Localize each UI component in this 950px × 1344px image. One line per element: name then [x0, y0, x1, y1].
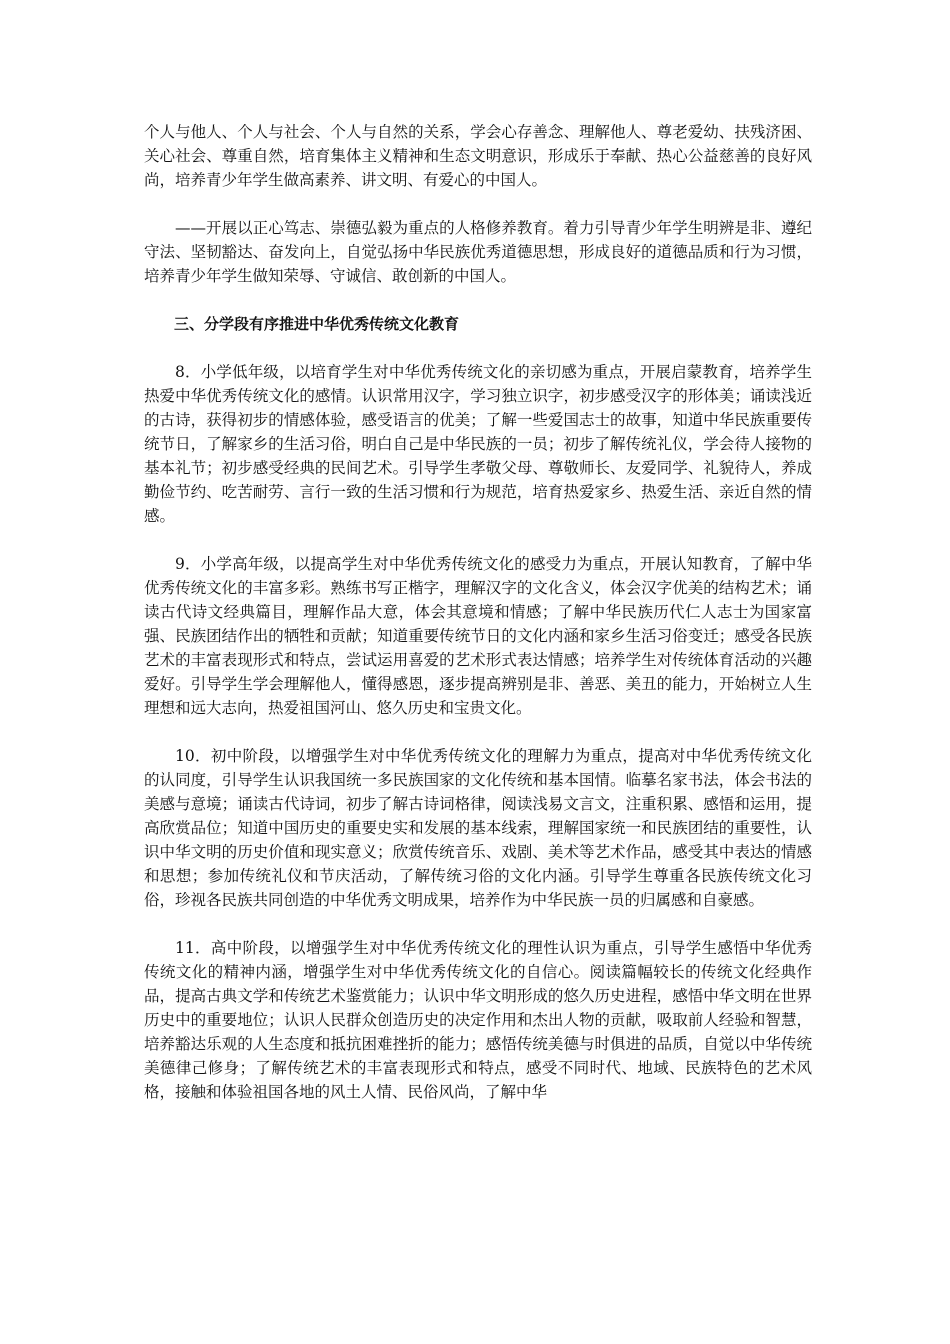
- item-8-lower-primary: 8．小学低年级，以培育学生对中华优秀传统文化的亲切感为重点，开展启蒙教育，培养学生热爱中华优秀传统文化的感情。认识常用汉字，学习独立识字，初步感受汉字的形体美；诵读浅近的古诗，获得初步的情感体验，感受语言的优美；了解一些爱国志士的故事，知道中华民族重要传统节日，了解家乡的生活习俗，明白自己是中华民族的一员；初步了解传统礼仪，学会待人接物的基本礼节；初步感受经典的民间艺术。引导学生孝敬父母、尊敬师长、友爱同学、礼貌待人，养成勤俭节约、吃苦耐劳、言行一致的生活习惯和行为规范，培育热爱家乡、热爱生活、亲近自然的情感。: [144, 363, 812, 525]
- paragraph-personality-education: ——开展以正心笃志、崇德弘毅为重点的人格修养教育。着力引导青少年学生明辨是非、遵纪守法、坚韧豁达、奋发向上，自觉弘扬中华民族优秀道德思想，形成良好的道德品质和行为习惯，培养青少年学生做知荣辱、守诚信、敢创新的中国人。: [144, 219, 812, 285]
- item-11-senior-high: 11．高中阶段，以增强学生对中华优秀传统文化的理性认识为重点，引导学生感悟中华优秀传统文化的精神内涵，增强学生对中华优秀传统文化的自信心。阅读篇幅较长的传统文化经典作品，提高古典文学和传统艺术鉴赏能力；认识中华文明形成的悠久历史进程，感悟中华文明在世界历史中的重要地位；认识人民群众创造历史的决定作用和杰出人物的贡献，吸取前人经验和智慧，培养豁达乐观的人生态度和抵抗困难挫折的能力；感悟传统美德与时俱进的品质，自觉以中华传统美德律己修身；了解传统艺术的丰富表现形式和特点，感受不同时代、地域、民族特色的艺术风格，接触和体验祖国各地的风土人情、民俗风尚，了解中华: [144, 939, 812, 1101]
- document-body: [144, 120, 812, 1128]
- item-9-upper-primary: 9．小学高年级，以提高学生对中华优秀传统文化的感受力为重点，开展认知教育，了解中华优秀传统文化的丰富多彩。熟练书写正楷字，理解汉字的文化含义，体会汉字优美的结构艺术；诵读古代诗文经典篇目，理解作品大意，体会其意境和情感；了解中华民族历代仁人志士为国家富强、民族团结作出的牺牲和贡献；知道重要传统节日的文化内涵和家乡生活习俗变迁；感受各民族艺术的丰富表现形式和特点，尝试运用喜爱的艺术形式表达情感；培养学生对传统体育活动的兴趣爱好。引导学生学会理解他人，懂得感恩，逐步提高辨别是非、善恶、美丑的能力，开始树立人生理想和远大志向，热爱祖国河山、悠久历史和宝贵文化。: [144, 555, 812, 717]
- item-10-junior-high: 10．初中阶段，以增强学生对中华优秀传统文化的理解力为重点，提高对中华优秀传统文化的认同度，引导学生认识我国统一多民族国家的文化传统和基本国情。临摹名家书法，体会书法的美感与意境；诵读古代诗词，初步了解古诗词格律，阅读浅易文言文，注重积累、感悟和运用，提高欣赏品位；知道中国历史的重要史实和发展的基本线索，理解国家统一和民族团结的重要性，认识中华文明的历史价值和现实意义；欣赏传统音乐、戏剧、美术等艺术作品，感受其中表达的情感和思想；参加传统礼仪和节庆活动，了解传统习俗的文化内涵。引导学生尊重各民族传统文化习俗，珍视各民族共同创造的中华优秀文明成果，培养作为中华民族一员的归属感和自豪感。: [144, 747, 812, 909]
- paragraph-continuation: 个人与他人、个人与社会、个人与自然的关系，学会心存善念、理解他人、尊老爱幼、扶残济困、关心社会、尊重自然，培育集体主义精神和生态文明意识，形成乐于奉献、热心公益慈善的良好风尚，培养青少年学生做高素养、讲文明、有爱心的中国人。: [144, 123, 812, 189]
- section-heading: 三、分学段有序推进中华优秀传统文化教育: [174, 315, 460, 333]
